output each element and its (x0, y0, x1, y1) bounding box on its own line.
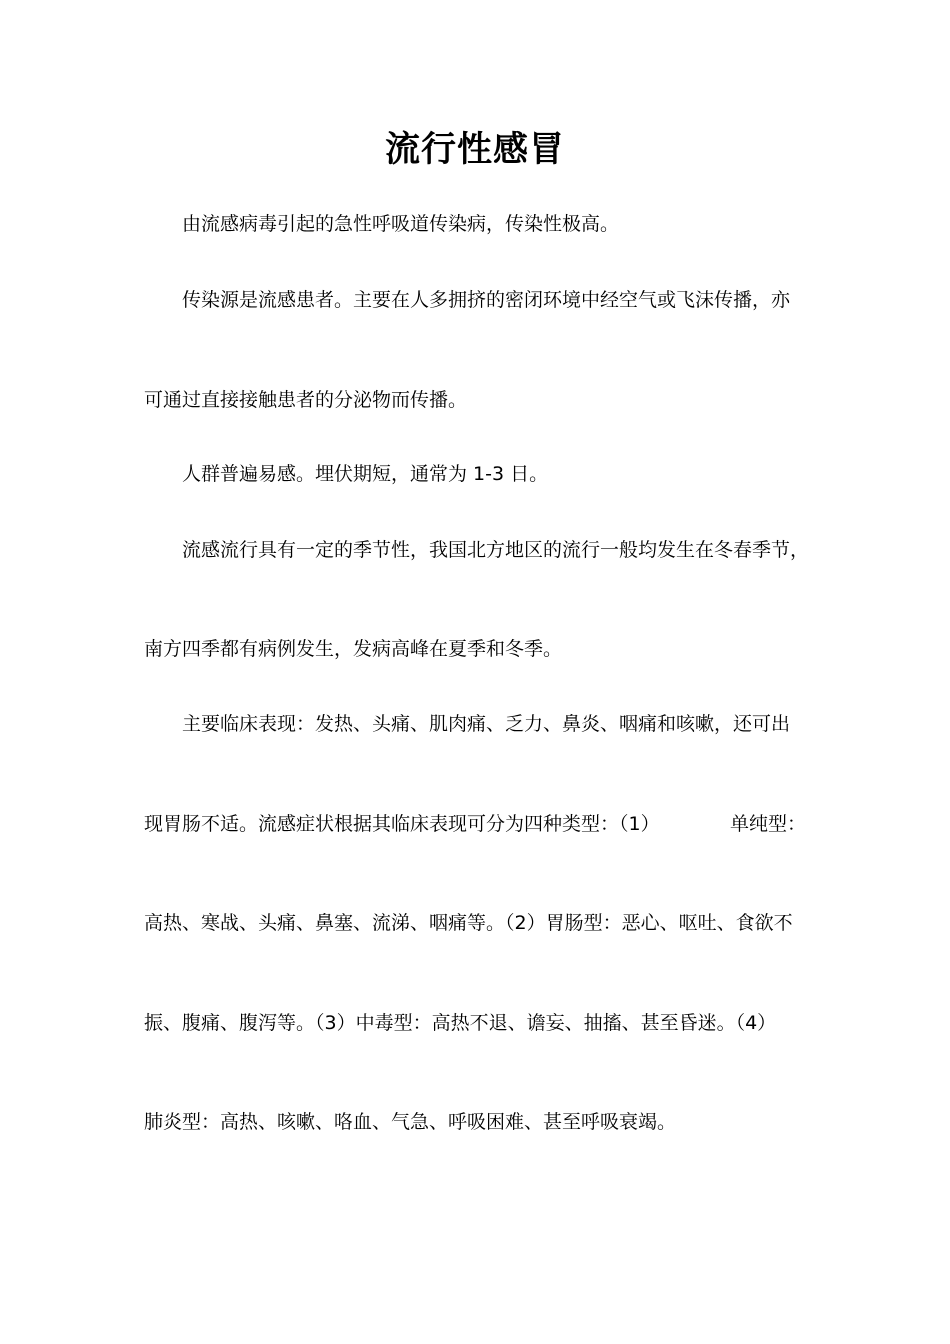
paragraph-5-line-3: 高热、寒战、头痛、鼻塞、流涕、咽痛等。（2）胃肠型：恶心、呕吐、食欲不 (144, 912, 793, 934)
paragraph-5-line-1: 主要临床表现：发热、头痛、肌肉痛、乏力、鼻炎、咽痛和咳嗽，还可出 (182, 713, 791, 735)
paragraph-1-line-1: 由流感病毒引起的急性呼吸道传染病，传染性极高。 (182, 213, 620, 235)
paragraph-5-line-4: 振、腹痛、腹泻等。（3）中毒型：高热不退、谵妄、抽搐、甚至昏迷。（4） (144, 1012, 777, 1034)
paragraph-5-line-2 (144, 811, 806, 837)
document-title: 流行性感冒 (384, 130, 565, 170)
paragraph-5-line-2-left: 现胃肠不适。流感症状根据其临床表现可分为四种类型：（1） (144, 813, 660, 835)
paragraph-5-line-2-right: 单纯型： (729, 813, 806, 835)
paragraph-4-line-1: 流感流行具有一定的季节性，我国北方地区的流行一般均发生在冬春季节， (182, 539, 810, 561)
paragraph-3-line-1: 人群普遍易感。埋伏期短，通常为 1-3 日。 (182, 463, 549, 485)
paragraph-5-line-5: 肺炎型：高热、咳嗽、咯血、气急、呼吸困难、甚至呼吸衰竭。 (144, 1111, 677, 1133)
paragraph-4-line-2: 南方四季都有病例发生，发病高峰在夏季和冬季。 (144, 638, 563, 660)
paragraph-2-line-1: 传染源是流感患者。主要在人多拥挤的密闭环境中经空气或飞沫传播，亦 (182, 289, 791, 311)
paragraph-2-line-2: 可通过直接接触患者的分泌物而传播。 (144, 389, 468, 411)
